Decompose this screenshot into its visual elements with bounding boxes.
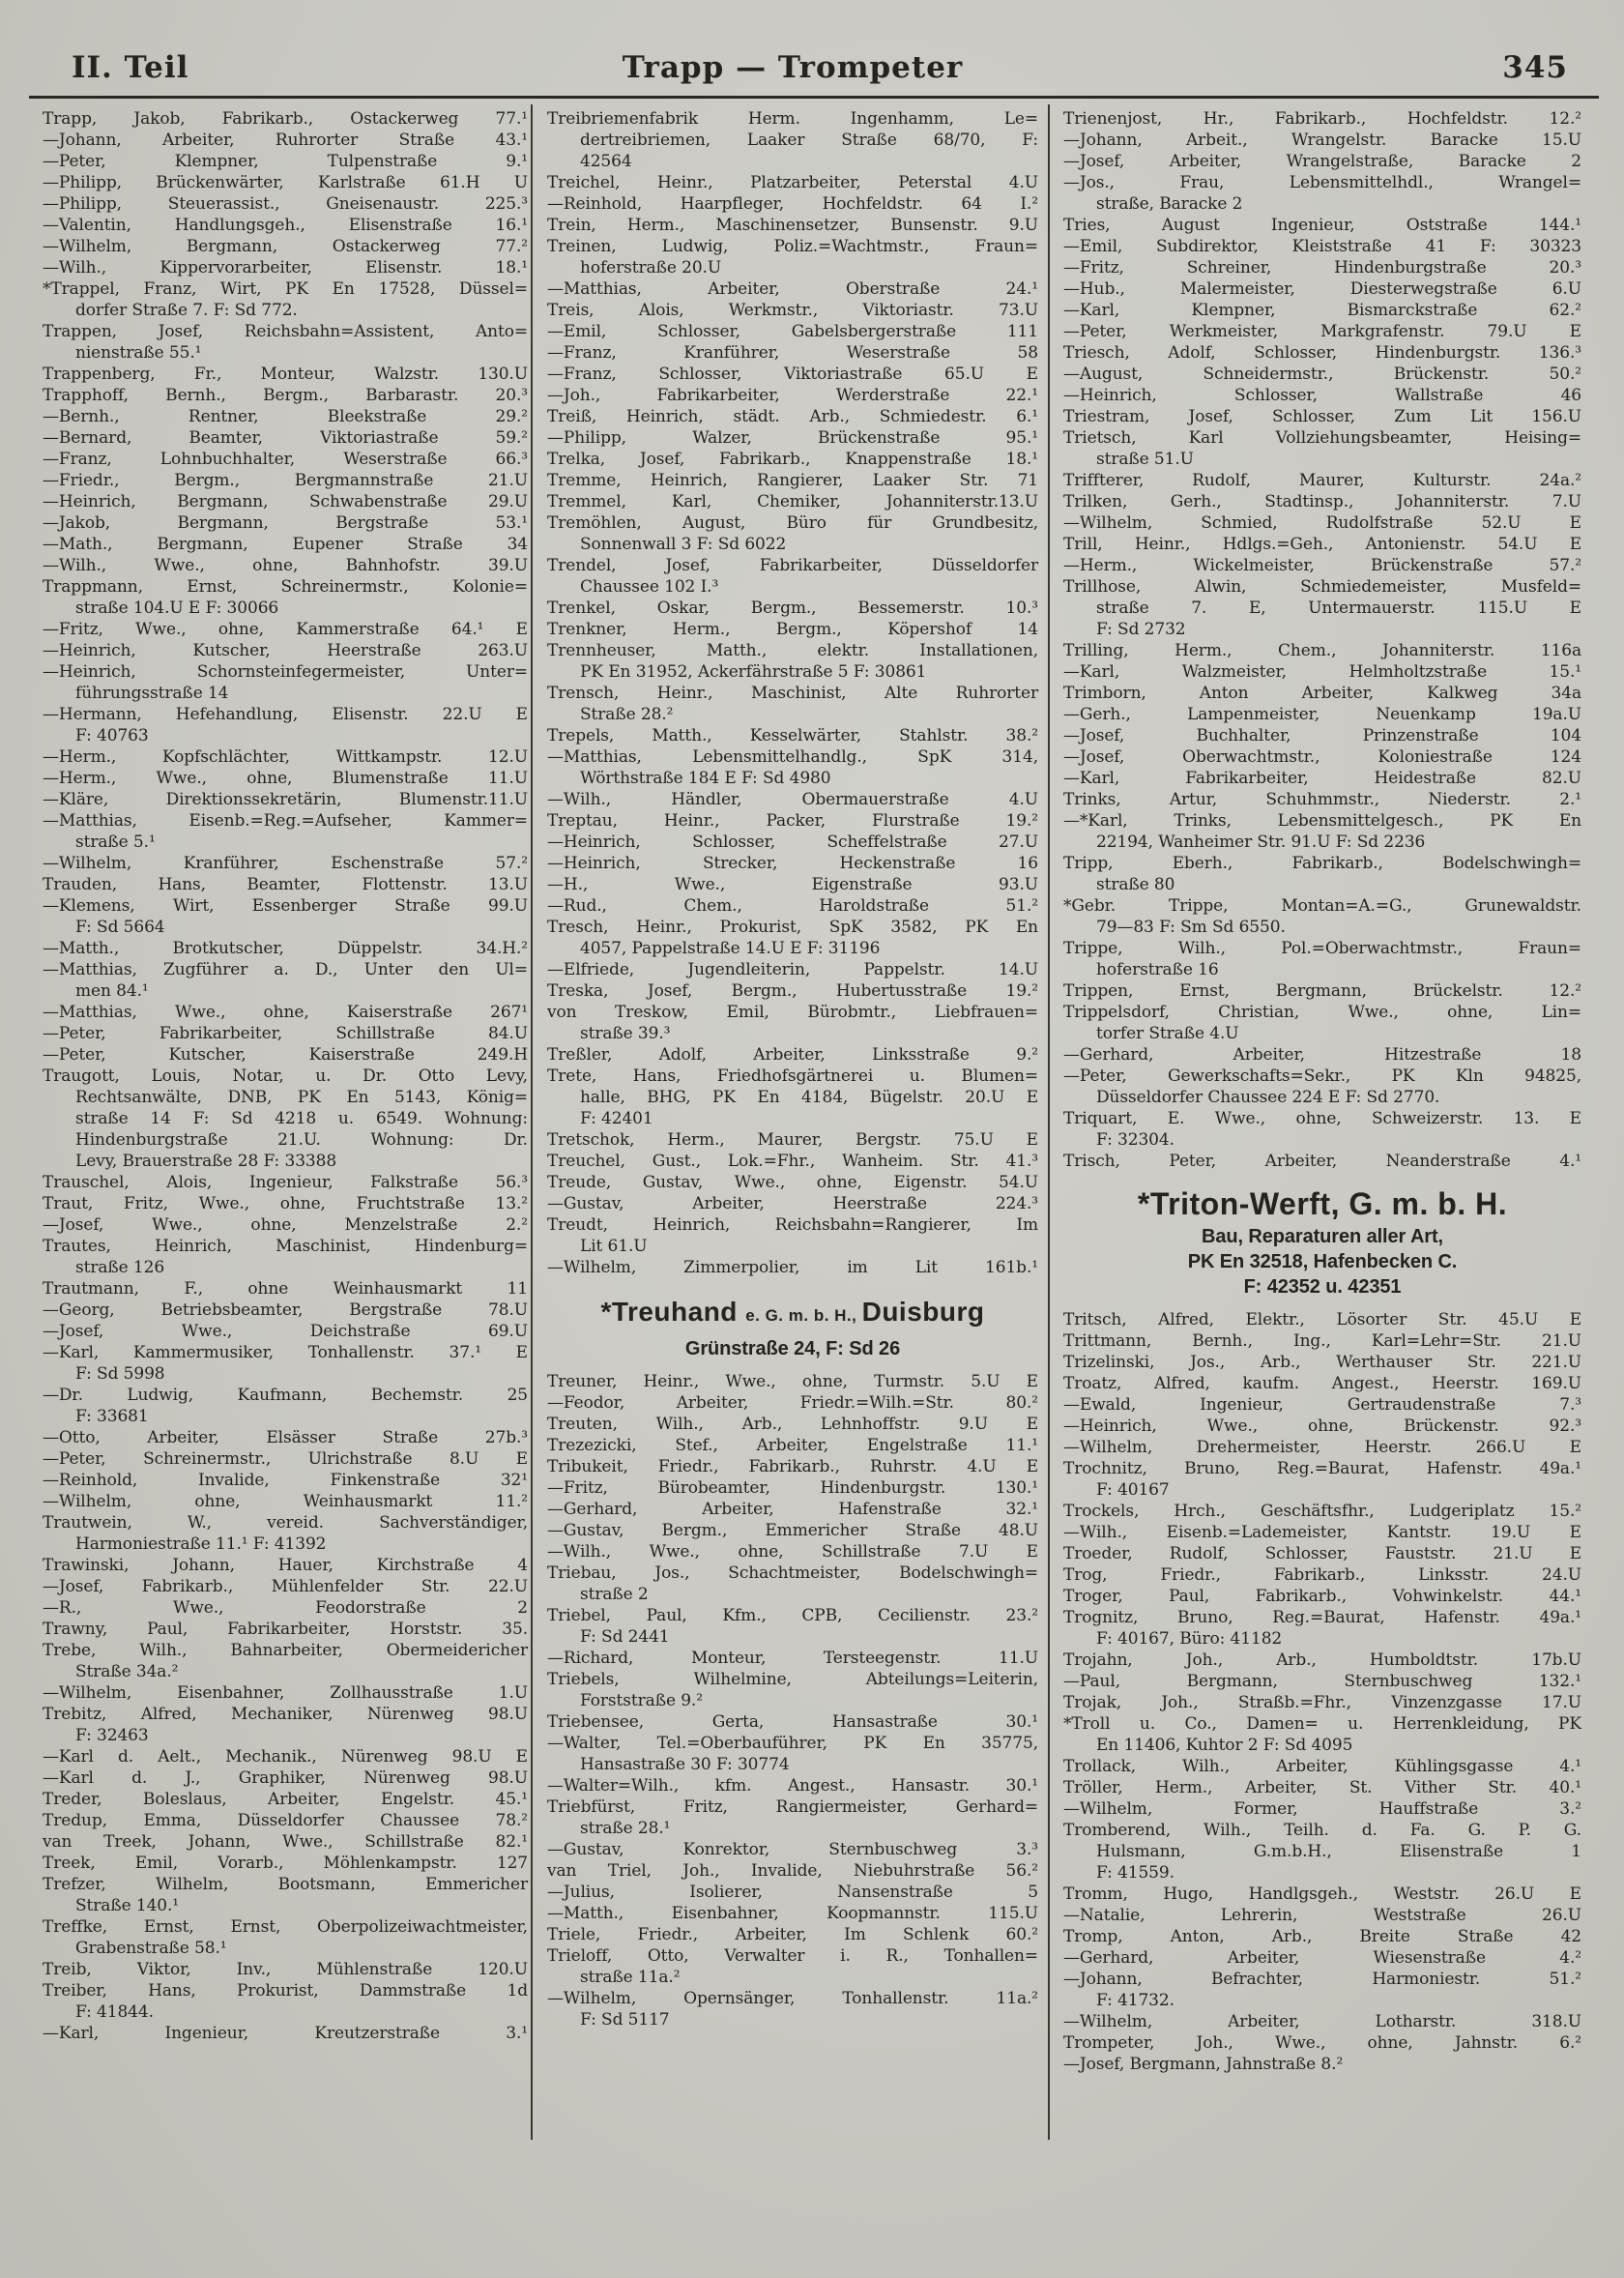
directory-entry-line: *Gebr. Trippe, Montan=A.=G., Grunewaldstr. bbox=[1063, 896, 1581, 916]
directory-entry-line: Trautwein, W., vereid. Sachverständiger, bbox=[43, 1513, 528, 1533]
directory-entry-line: Troatz, Alfred, kaufm. Angest., Heerstr. 169.U bbox=[1063, 1374, 1581, 1393]
directory-entry-line: Trog, Friedr., Fabrikarb., Linksstr. 24.U bbox=[1063, 1565, 1581, 1585]
directory-entry-line: straße 104.U E F: 30066 bbox=[75, 599, 279, 618]
directory-entry-line: —Paul, Bergmann, Sternbuschweg 132.¹ bbox=[1063, 1672, 1581, 1691]
directory-column-2 bbox=[547, 108, 1038, 2030]
directory-entry-line: Trauden, Hans, Beamter, Flottenstr. 13.U bbox=[43, 875, 528, 894]
page-section-title: II. Teil bbox=[72, 50, 189, 85]
directory-entry-line: —Natalie, Lehrerin, Weststraße 26.U bbox=[1063, 1906, 1581, 1925]
directory-entry-line: straße 2 bbox=[580, 1585, 649, 1604]
directory-entry-line: —Peter, Klempner, Tulpenstraße 9.¹ bbox=[43, 152, 528, 171]
directory-entry-line: —Peter, Schreinermstr., Ulrichstraße 8.U E bbox=[43, 1449, 528, 1469]
directory-entry-line: Trittmann, Bernh., Ing., Karl=Lehr=Str. 21.U bbox=[1063, 1331, 1581, 1351]
directory-entry-line: —Wilh., Händler, Obermauerstraße 4.U bbox=[547, 790, 1038, 809]
header-rule bbox=[29, 96, 1599, 99]
directory-entry-line: Treib, Viktor, Inv., Mühlenstraße 120.U bbox=[43, 1960, 528, 1979]
directory-entry-line: —Gerh., Lampenmeister, Neuenkamp 19a.U bbox=[1063, 705, 1581, 724]
directory-entry-line: —Heinrich, Schlosser, Scheffelstraße 27.U bbox=[547, 832, 1038, 852]
page-number: 345 bbox=[1502, 50, 1568, 85]
directory-entry-line: —Heinrich, Schornsteinfegermeister, Unter= bbox=[43, 662, 528, 682]
directory-entry-line: F: 32304. bbox=[1096, 1130, 1174, 1150]
directory-entry-line: —Matthias, Arbeiter, Oberstraße 24.¹ bbox=[547, 279, 1038, 299]
directory-entry-line: F: 32463 bbox=[75, 1726, 149, 1745]
directory-entry-line: —Elfriede, Jugendleiterin, Pappelstr. 14.U bbox=[547, 960, 1038, 979]
directory-entry-line: —Peter, Fabrikarbeiter, Schillstraße 84.U bbox=[43, 1024, 528, 1043]
directory-entry-line: Traugott, Louis, Notar, u. Dr. Otto Levy, bbox=[43, 1066, 528, 1086]
directory-entry-line: F: 41559. bbox=[1096, 1863, 1174, 1883]
directory-entry-line: F: Sd 2441 bbox=[580, 1627, 670, 1647]
directory-entry-line: Triebensee, Gerta, Hansastraße 30.¹ bbox=[547, 1712, 1038, 1732]
directory-entry-line: straße 39.³ bbox=[580, 1024, 671, 1043]
directory-entry-line: Triquart, E. Wwe., ohne, Schweizerstr. 13. E bbox=[1063, 1109, 1581, 1128]
directory-entry-line: —Fritz, Wwe., ohne, Kammerstraße 64.¹ E bbox=[43, 620, 528, 639]
directory-entry-line: —Wilh., Wwe., ohne, Schillstraße 7.U E bbox=[547, 1542, 1038, 1562]
directory-entry-line: —Valentin, Handlungsgeh., Elisenstraße 16.¹ bbox=[43, 216, 528, 235]
directory-entry-line: —Herm., Wwe., ohne, Blumenstraße 11.U bbox=[43, 769, 528, 788]
directory-entry-line: —Karl, Klempner, Bismarckstraße 62.² bbox=[1063, 301, 1581, 320]
directory-entry-line: F: 41844. bbox=[75, 2002, 154, 2022]
directory-entry-line: Trappmann, Ernst, Schreinermstr., Kolonie= bbox=[43, 577, 528, 597]
directory-entry-line: Trizelinski, Jos., Arb., Werthauser Str. 221.U bbox=[1063, 1353, 1581, 1372]
directory-entry-line: —Georg, Betriebsbeamter, Bergstraße 78.U bbox=[43, 1300, 528, 1320]
directory-entry-line: —Gerhard, Arbeiter, Wiesenstraße 4.² bbox=[1063, 1948, 1581, 1968]
directory-entry-line: —Johann, Befrachter, Harmoniestr. 51.² bbox=[1063, 1970, 1581, 1989]
directory-entry-line: Trefzer, Wilhelm, Bootsmann, Emmericher bbox=[43, 1875, 528, 1894]
directory-entry-line: Grabenstraße 58.¹ bbox=[75, 1939, 227, 1958]
directory-entry-line: Troeder, Rudolf, Schlosser, Fauststr. 21.U E bbox=[1063, 1544, 1581, 1563]
directory-entry-line: —Heinrich, Strecker, Heckenstraße 16 bbox=[547, 854, 1038, 873]
directory-entry-line: —Josef, Wwe., ohne, Menzelstraße 2.² bbox=[43, 1215, 528, 1235]
directory-entry-line: Hansastraße 30 F: 30774 bbox=[580, 1755, 790, 1774]
directory-entry-line: —Philipp, Steuerassist., Gneisenaustr. 225.³ bbox=[43, 194, 528, 214]
directory-entry-line: —Wilhelm, Former, Hauffstraße 3.² bbox=[1063, 1799, 1581, 1819]
directory-entry-line: Triestram, Josef, Schlosser, Zum Lit 156.U bbox=[1063, 407, 1581, 426]
directory-entry-line: —Kläre, Direktionssekretärin, Blumenstr.11.U bbox=[43, 790, 528, 809]
directory-entry-line: Tromberend, Wilh., Teilh. d. Fa. G. P. G. bbox=[1063, 1821, 1581, 1840]
directory-column-1 bbox=[43, 108, 528, 2044]
directory-entry-line: Treude, Gustav, Wwe., ohne, Eigenstr. 54.U bbox=[547, 1173, 1038, 1192]
directory-entry-line: Levy, Brauerstraße 28 F: 33388 bbox=[75, 1152, 337, 1171]
directory-entry-line: Rechtsanwälte, DNB, PK En 5143, König= bbox=[75, 1088, 528, 1107]
directory-entry-line: Forststraße 9.² bbox=[580, 1691, 703, 1710]
directory-entry-line: Tries, August Ingenieur, Oststraße 144.¹ bbox=[1063, 216, 1581, 235]
column-divider-2 bbox=[1048, 104, 1050, 2140]
directory-entry-line: Triesch, Adolf, Schlosser, Hindenburgstr. 136.³ bbox=[1063, 343, 1581, 363]
column-divider-1 bbox=[531, 104, 533, 2140]
directory-entry-line: —Rud., Chem., Haroldstraße 51.² bbox=[547, 896, 1038, 916]
directory-entry-line: F: 40167, Büro: 41182 bbox=[1096, 1629, 1283, 1649]
directory-entry-line: —Heinrich, Wwe., ohne, Brückenstr. 92.³ bbox=[1063, 1416, 1581, 1436]
directory-entry-line: Hindenburgstraße 21.U. Wohnung: Dr. bbox=[75, 1130, 528, 1150]
directory-entry-line: Trappen, Josef, Reichsbahn=Assistent, Anto= bbox=[43, 322, 528, 341]
directory-entry-line: Trezezicki, Stef., Arbeiter, Engelstraße 11.¹ bbox=[547, 1436, 1038, 1455]
directory-entry-line: —Philipp, Walzer, Brückenstraße 95.¹ bbox=[547, 428, 1038, 448]
directory-entry-line: Troger, Paul, Fabrikarb., Vohwinkelstr. 44.¹ bbox=[1063, 1587, 1581, 1606]
directory-entry-line: —Richard, Monteur, Tersteegenstr. 11.U bbox=[547, 1649, 1038, 1668]
directory-entry-line: —Gerhard, Arbeiter, Hafenstraße 32.¹ bbox=[547, 1500, 1038, 1519]
directory-entry-line: Trawinski, Johann, Hauer, Kirchstraße 4 bbox=[43, 1556, 528, 1575]
directory-entry-line: —Gerhard, Arbeiter, Hitzestraße 18 bbox=[1063, 1045, 1581, 1065]
directory-entry-line: F: 33681 bbox=[75, 1407, 149, 1426]
directory-entry-line: Tremmel, Karl, Chemiker, Johanniterstr.13.U bbox=[547, 492, 1038, 511]
directory-entry-line: —Fritz, Bürobeamter, Hindenburgstr. 130.¹ bbox=[547, 1478, 1038, 1498]
directory-entry-line: Tritsch, Alfred, Elektr., Lösorter Str. 45.U E bbox=[1063, 1310, 1581, 1329]
directory-entry-line: —Gustav, Konrektor, Sternbuschweg 3.³ bbox=[547, 1840, 1038, 1859]
directory-entry-line: F: 41732. bbox=[1096, 1991, 1174, 2010]
directory-entry-line: —Johann, Arbeiter, Ruhrorter Straße 43.¹ bbox=[43, 131, 528, 150]
directory-entry-line: —Matthias, Lebensmittelhandlg., SpK 314, bbox=[547, 747, 1038, 767]
directory-entry-line: Straße 34a.² bbox=[75, 1662, 179, 1681]
directory-entry-line: Trippe, Wilh., Pol.=Oberwachtmstr., Fraun= bbox=[1063, 939, 1581, 958]
directory-entry-line: Trollack, Wilh., Arbeiter, Kühlingsgasse 4.¹ bbox=[1063, 1757, 1581, 1776]
directory-entry-line: —Herm., Wickelmeister, Brückenstraße 57.² bbox=[1063, 556, 1581, 575]
directory-entry-line: —Bernard, Beamter, Viktoriastraße 59.² bbox=[43, 428, 528, 448]
directory-entry-line: Trepels, Matth., Kesselwärter, Stahlstr. 38.² bbox=[547, 726, 1038, 745]
directory-entry-line: —Reinhold, Haarpfleger, Hochfeldstr. 64 I.² bbox=[547, 194, 1038, 214]
directory-entry-line: —Gustav, Arbeiter, Heerstraße 224.³ bbox=[547, 1194, 1038, 1213]
directory-entry-line: —Heinrich, Kutscher, Heerstraße 263.U bbox=[43, 641, 528, 660]
directory-entry-line: Tromp, Anton, Arb., Breite Straße 42 bbox=[1063, 1927, 1581, 1946]
directory-entry-line: Trinks, Artur, Schuhmmstr., Niederstr. 2.¹ bbox=[1063, 790, 1581, 809]
directory-entry-line: straße 51.U bbox=[1096, 450, 1194, 469]
directory-entry-line: torfer Straße 4.U bbox=[1096, 1024, 1239, 1043]
directory-entry-line: F: Sd 2732 bbox=[1096, 620, 1186, 639]
directory-entry-line: Trawny, Paul, Fabrikarbeiter, Horststr. 35. bbox=[43, 1620, 528, 1639]
directory-entry-line: —Walter, Tel.=Oberbauführer, PK En 35775, bbox=[547, 1734, 1038, 1753]
directory-entry-line: —R., Wwe., Feodorstraße 2 bbox=[43, 1598, 528, 1618]
directory-entry-line: —Heinrich, Schlosser, Wallstraße 46 bbox=[1063, 386, 1581, 405]
directory-entry-line: PK En 31952, Ackerfährstraße 5 F: 30861 bbox=[580, 662, 927, 682]
directory-entry-line: Triebels, Wilhelmine, Abteilungs=Leiterin, bbox=[547, 1670, 1038, 1689]
directory-entry-line: Trippelsdorf, Christian, Wwe., ohne, Lin= bbox=[1063, 1003, 1581, 1022]
directory-entry-line: —Peter, Gewerkschafts=Sekr., PK Kln 94825, bbox=[1063, 1066, 1581, 1086]
directory-entry-line: Straße 140.¹ bbox=[75, 1896, 180, 1915]
directory-entry-line: —Friedr., Bergm., Bergmannstraße 21.U bbox=[43, 471, 528, 490]
directory-entry-line: straße 80 bbox=[1096, 875, 1175, 894]
directory-entry-line: —Jos., Frau, Lebensmittelhdl., Wrangel= bbox=[1063, 173, 1581, 192]
directory-entry-line: —Karl, Kammermusiker, Tonhallenstr. 37.¹ E bbox=[43, 1343, 528, 1362]
directory-entry-line: —Wilhelm, Bergmann, Ostackerweg 77.² bbox=[43, 237, 528, 256]
directory-entry-line: —Wilhelm, ohne, Weinhausmarkt 11.² bbox=[43, 1492, 528, 1511]
directory-entry-line: 4057, Pappelstraße 14.U E F: 31196 bbox=[580, 939, 881, 958]
directory-entry-line: Treudt, Heinrich, Reichsbahn=Rangierer, Im bbox=[547, 1215, 1038, 1235]
directory-entry-line: Trenkner, Herm., Bergm., Köpershof 14 bbox=[547, 620, 1038, 639]
directory-entry-line: En 11406, Kuhtor 2 F: Sd 4095 bbox=[1096, 1736, 1353, 1755]
directory-entry-line: —Bernh., Rentner, Bleekstraße 29.² bbox=[43, 407, 528, 426]
directory-entry-line: Trognitz, Bruno, Reg.=Baurat, Hafenstr. 49a.¹ bbox=[1063, 1608, 1581, 1627]
directory-entry-line: straße 7. E, Untermauerstr. 115.U E bbox=[1096, 599, 1581, 618]
directory-entry-line: —Hub., Malermeister, Diesterwegstraße 6.U bbox=[1063, 279, 1581, 299]
directory-entry-line: 79—83 F: Sm Sd 6550. bbox=[1096, 918, 1286, 937]
directory-entry-line: —August, Schneidermstr., Brückenstr. 50.² bbox=[1063, 365, 1581, 384]
advert-display-line: *Triton-Werft, G. m. b. H. bbox=[1137, 1186, 1508, 1221]
directory-entry-line: —Karl d. Aelt., Mechanik., Nürenweg 98.U E bbox=[43, 1747, 528, 1767]
directory-entry-line: Trietsch, Karl Vollziehungsbeamter, Heising= bbox=[1063, 428, 1581, 448]
advert-display-line: Bau, Reparaturen aller Art, bbox=[1202, 1226, 1443, 1247]
directory-entry-line: van Treek, Johann, Wwe., Schillstraße 82.¹ bbox=[43, 1832, 528, 1852]
directory-entry-line: —Wilhelm, Drehermeister, Heerstr. 266.U E bbox=[1063, 1438, 1581, 1457]
directory-entry-line: —Josef, Bergmann, Jahnstraße 8.² bbox=[1063, 2055, 1344, 2074]
directory-entry-line: nienstraße 55.¹ bbox=[75, 343, 202, 363]
directory-entry-line: —Matth., Eisenbahner, Koopmannstr. 115.U bbox=[547, 1904, 1038, 1923]
directory-entry-line: Treinen, Ludwig, Poliz.=Wachtmstr., Fraun= bbox=[547, 237, 1038, 256]
directory-entry-line: Tremme, Heinrich, Rangierer, Laaker Str. 71 bbox=[547, 471, 1038, 490]
directory-entry-line: F: Sd 5117 bbox=[580, 2010, 670, 2030]
directory-entry-line: straße 126 bbox=[75, 1258, 165, 1277]
directory-entry-line: —Klemens, Wirt, Essenberger Straße 99.U bbox=[43, 896, 528, 916]
directory-entry-line: Trockels, Hrch., Geschäftsfhr., Ludgeriplatz 15.² bbox=[1063, 1502, 1581, 1521]
directory-entry-line: Traut, Fritz, Wwe., ohne, Fruchtstraße 13.² bbox=[43, 1194, 528, 1213]
directory-entry-line: —Fritz, Schreiner, Hindenburgstraße 20.³ bbox=[1063, 258, 1581, 277]
directory-entry-line: —Wilhelm, Opernsänger, Tonhallenstr. 11a.² bbox=[547, 1989, 1038, 2008]
directory-entry-line: —Josef, Fabrikarb., Mühlenfelder Str. 22.U bbox=[43, 1577, 528, 1596]
directory-entry-line: —Feodor, Arbeiter, Friedr.=Wilh.=Str. 80.² bbox=[547, 1393, 1038, 1413]
directory-entry-line: Trompeter, Joh., Wwe., ohne, Jahnstr. 6.² bbox=[1063, 2033, 1581, 2053]
directory-entry-line: Tromm, Hugo, Handlgsgeh., Weststr. 26.U E bbox=[1063, 1884, 1581, 1904]
directory-entry-line: —Wilh., Kippervorarbeiter, Elisenstr. 18.¹ bbox=[43, 258, 528, 277]
directory-entry-line: Trippen, Ernst, Bergmann, Brückelstr. 12.² bbox=[1063, 981, 1581, 1001]
directory-entry-line: Triebfürst, Fritz, Rangiermeister, Gerhard= bbox=[547, 1797, 1038, 1817]
directory-entry-line: halle, BHG, PK En 4184, Bügelstr. 20.U E bbox=[580, 1088, 1038, 1107]
directory-entry-line: Trebe, Wilh., Bahnarbeiter, Obermeidericher bbox=[43, 1641, 528, 1660]
directory-entry-line: Tripp, Eberh., Fabrikarb., Bodelschwingh= bbox=[1063, 854, 1581, 873]
directory-entry-line: —Johann, Arbeit., Wrangelstr. Baracke 15.U bbox=[1063, 131, 1581, 150]
directory-entry-line: Trennheuser, Matth., elektr. Installationen, bbox=[547, 641, 1038, 660]
directory-entry-line: —Wilhelm, Arbeiter, Lotharstr. 318.U bbox=[1063, 2012, 1581, 2031]
directory-entry-line: dorfer Straße 7. F: Sd 772. bbox=[75, 301, 298, 320]
directory-entry-line: —Matthias, Eisenb.=Reg.=Aufseher, Kammer= bbox=[43, 811, 528, 831]
directory-entry-line: F: Sd 5998 bbox=[75, 1364, 165, 1384]
directory-entry-line: Treuner, Heinr., Wwe., ohne, Turmstr. 5.U E bbox=[547, 1372, 1038, 1391]
directory-entry-line: —Franz, Lohnbuchhalter, Weserstraße 66.³ bbox=[43, 450, 528, 469]
directory-entry-line: straße, Baracke 2 bbox=[1096, 194, 1243, 214]
directory-entry-line: Lit 61.U bbox=[580, 1237, 648, 1256]
directory-entry-line: Treiber, Hans, Prokurist, Dammstraße 1d bbox=[43, 1981, 528, 2001]
directory-entry-line: —Josef, Buchhalter, Prinzenstraße 104 bbox=[1063, 726, 1581, 745]
directory-entry-line: Trisch, Peter, Arbeiter, Neanderstraße 4.¹ bbox=[1063, 1152, 1581, 1171]
directory-entry-line: —Herm., Kopfschlächter, Wittkampstr. 12.U bbox=[43, 747, 528, 767]
advert-display-line: Grünstraße 24, F: Sd 26 bbox=[684, 1338, 901, 1359]
directory-entry-line: Trapphoff, Bernh., Bergm., Barbarastr. 20.³ bbox=[43, 386, 528, 405]
directory-entry-line: —Wilh., Eisenb.=Lademeister, Kantstr. 19.U E bbox=[1063, 1523, 1581, 1542]
directory-entry-line: Trochnitz, Bruno, Reg.=Baurat, Hafenstr. 49a.¹ bbox=[1063, 1459, 1581, 1478]
directory-entry-line: von Treskow, Emil, Bürobmtr., Liebfrauen= bbox=[547, 1003, 1038, 1022]
directory-entry-line: —Josef, Oberwachtmstr., Koloniestraße 124 bbox=[1063, 747, 1581, 767]
directory-entry-line: —Wilh., Wwe., ohne, Bahnhofstr. 39.U bbox=[43, 556, 528, 575]
directory-entry-line: —Franz, Schlosser, Viktoriastraße 65.U E bbox=[547, 365, 1038, 384]
directory-entry-line: führungsstraße 14 bbox=[75, 684, 229, 703]
directory-entry-line: 42564 bbox=[580, 152, 632, 171]
directory-entry-line: —Ewald, Ingenieur, Gertraudenstraße 7.³ bbox=[1063, 1395, 1581, 1415]
directory-entry-line: —Wilhelm, Kranführer, Eschenstraße 57.² bbox=[43, 854, 528, 873]
directory-entry-line: Trimborn, Anton Arbeiter, Kalkweg 34a bbox=[1063, 684, 1581, 703]
directory-entry-line: Trensch, Heinr., Maschinist, Alte Ruhrorter bbox=[547, 684, 1038, 703]
directory-entry-line: men 84.¹ bbox=[75, 981, 149, 1001]
directory-entry-line: dertreibriemen, Laaker Straße 68/70, F: bbox=[580, 131, 1038, 150]
directory-entry-line: hoferstraße 16 bbox=[1096, 960, 1219, 979]
directory-entry-line: —Matthias, Wwe., ohne, Kaiserstraße 267¹ bbox=[43, 1003, 528, 1022]
directory-entry-line: —Otto, Arbeiter, Elsässer Straße 27b.³ bbox=[43, 1428, 528, 1447]
advert-display-line bbox=[547, 1290, 1038, 1336]
directory-entry-line: —Matthias, Zugführer a. D., Unter den Ul= bbox=[43, 960, 528, 979]
directory-entry-line: Treffke, Ernst, Ernst, Oberpolizeiwachtmeister, bbox=[43, 1917, 528, 1937]
directory-entry-line: —Franz, Kranführer, Weserstraße 58 bbox=[547, 343, 1038, 363]
directory-entry-line: Treek, Emil, Vorarb., Möhlenkampstr. 127 bbox=[43, 1854, 528, 1873]
directory-entry-line: Tresch, Heinr., Prokurist, SpK 3582, PK En bbox=[547, 918, 1038, 937]
directory-entry-line: straße 14 F: Sd 4218 u. 6549. Wohnung: bbox=[75, 1109, 528, 1128]
directory-entry-line: —Joh., Fabrikarbeiter, Werderstraße 22.¹ bbox=[547, 386, 1038, 405]
directory-entry-line: —Emil, Schlosser, Gabelsbergerstraße 111 bbox=[547, 322, 1038, 341]
directory-entry-line: Trein, Herm., Maschinensetzer, Bunsenstr. 9.U bbox=[547, 216, 1038, 235]
directory-entry-line: Trelka, Josef, Fabrikarb., Knappenstraße 18.¹ bbox=[547, 450, 1038, 469]
advert-display-line: F: 42352 u. 42351 bbox=[1243, 1276, 1402, 1298]
directory-entry-line: Düsseldorfer Chaussee 224 E F: Sd 2770. bbox=[1096, 1088, 1440, 1107]
advert-text-segment: Duisburg bbox=[861, 1297, 985, 1327]
directory-entry-line: Tredup, Emma, Düsseldorfer Chaussee 78.² bbox=[43, 1811, 528, 1830]
directory-column-3 bbox=[1063, 108, 1581, 2075]
page-entry-range: Trapp — Trompeter bbox=[622, 50, 964, 85]
directory-entry-line: Triele, Friedr., Arbeiter, Im Schlenk 60.² bbox=[547, 1925, 1038, 1944]
directory-entry-line: Trenkel, Oskar, Bergm., Bessemerstr. 10.³ bbox=[547, 599, 1038, 618]
directory-entry-line: —Karl, Walzmeister, Helmholtzstraße 15.¹ bbox=[1063, 662, 1581, 682]
directory-entry-line: Trojahn, Joh., Arb., Humboldtstr. 17b.U bbox=[1063, 1650, 1581, 1670]
directory-entry-line: Trieloff, Otto, Verwalter i. R., Tonhallen= bbox=[547, 1946, 1038, 1966]
directory-entry-line: —Karl, Fabrikarbeiter, Heidestraße 82.U bbox=[1063, 769, 1581, 788]
advert-display-line: PK En 32518, Hafenbecken C. bbox=[1187, 1251, 1458, 1272]
directory-entry-line: —Gustav, Bergm., Emmericher Straße 48.U bbox=[547, 1521, 1038, 1540]
directory-entry-line: —H., Wwe., Eigenstraße 93.U bbox=[547, 875, 1038, 894]
directory-entry-line: —Matth., Brotkutscher, Düppelstr. 34.H.² bbox=[43, 939, 528, 958]
directory-entry-line: —Wilhelm, Zimmerpolier, im Lit 161b.¹ bbox=[547, 1258, 1038, 1277]
directory-entry-line: straße 28.¹ bbox=[580, 1819, 671, 1838]
directory-entry-line: Sonnenwall 3 F: Sd 6022 bbox=[580, 535, 787, 554]
directory-entry-line: —Reinhold, Invalide, Finkenstraße 32¹ bbox=[43, 1471, 528, 1490]
directory-entry-line: Trapp, Jakob, Fabrikarb., Ostackerweg 77.¹ bbox=[43, 109, 528, 129]
directory-entry-line: —Jakob, Bergmann, Bergstraße 53.¹ bbox=[43, 513, 528, 533]
directory-entry-line: Treska, Josef, Bergm., Hubertusstraße 19.² bbox=[547, 981, 1038, 1001]
directory-entry-line: Triebel, Paul, Kfm., CPB, Cecilienstr. 23.² bbox=[547, 1606, 1038, 1625]
directory-entry-line: —Josef, Arbeiter, Wrangelstraße, Baracke 2 bbox=[1063, 152, 1581, 171]
directory-entry-line: Trappenberg, Fr., Monteur, Walzstr. 130.U bbox=[43, 365, 528, 384]
directory-entry-line: Tribukeit, Friedr., Fabrikarb., Ruhrstr. 4.U E bbox=[547, 1457, 1038, 1476]
directory-entry-line: —Philipp, Brückenwärter, Karlstraße 61.H U bbox=[43, 173, 528, 192]
directory-entry-line: Trienenjost, Hr., Fabrikarb., Hochfeldstr. 12.² bbox=[1063, 109, 1581, 129]
directory-entry-line: Trill, Heinr., Hdlgs.=Geh., Antonienstr. 54.U E bbox=[1063, 535, 1581, 554]
directory-entry-line: Treptau, Heinr., Packer, Flurstraße 19.² bbox=[547, 811, 1038, 831]
directory-entry-line: Tröller, Herm., Arbeiter, St. Vither Str. 40.¹ bbox=[1063, 1778, 1581, 1797]
directory-entry-line: Trauschel, Alois, Ingenieur, Falkstraße 56.³ bbox=[43, 1173, 528, 1192]
directory-entry-line: 22194, Wanheimer Str. 91.U F: Sd 2236 bbox=[1096, 832, 1426, 852]
directory-entry-line: Treßler, Adolf, Arbeiter, Linksstraße 9.² bbox=[547, 1045, 1038, 1065]
directory-entry-line: Treuchel, Gust., Lok.=Fhr., Wanheim. Str. 41.³ bbox=[547, 1152, 1038, 1171]
directory-entry-line: Trautes, Heinrich, Maschinist, Hindenburg= bbox=[43, 1237, 528, 1256]
directory-entry-line: Treibriemenfabrik Herm. Ingenhamm, Le= bbox=[547, 109, 1038, 129]
directory-entry-line: —Josef, Wwe., Deichstraße 69.U bbox=[43, 1322, 528, 1341]
directory-entry-line: Treis, Alois, Werkmstr., Viktoriastr. 73.U bbox=[547, 301, 1038, 320]
directory-entry-line: —Emil, Subdirektor, Kleiststraße 41 F: 30323 bbox=[1063, 237, 1581, 256]
directory-entry-line: Treiß, Heinrich, städt. Arb., Schmiedestr. 6.¹ bbox=[547, 407, 1038, 426]
directory-entry-line: Treichel, Heinr., Platzarbeiter, Peterstal 4.U bbox=[547, 173, 1038, 192]
directory-entry-line: —Walter=Wilh., kfm. Angest., Hansastr. 30.¹ bbox=[547, 1776, 1038, 1796]
directory-entry-line: —Peter, Werkmeister, Markgrafenstr. 79.U E bbox=[1063, 322, 1581, 341]
directory-entry-line: Straße 28.² bbox=[580, 705, 674, 724]
directory-entry-line: Harmoniestraße 11.¹ F: 41392 bbox=[75, 1534, 327, 1554]
directory-entry-line: F: Sd 5664 bbox=[75, 918, 165, 937]
directory-entry-line: Chaussee 102 I.³ bbox=[580, 577, 719, 597]
directory-entry-line: F: 42401 bbox=[580, 1109, 653, 1128]
directory-entry-line: —Karl d. J., Graphiker, Nürenweg 98.U bbox=[43, 1768, 528, 1788]
directory-entry-line: —Heinrich, Bergmann, Schwabenstraße 29.U bbox=[43, 492, 528, 511]
directory-entry-line: Trautmann, F., ohne Weinhausmarkt 11 bbox=[43, 1279, 528, 1299]
directory-entry-line: —Wilhelm, Schmied, Rudolfstraße 52.U E bbox=[1063, 513, 1581, 533]
directory-entry-line: Trebitz, Alfred, Mechaniker, Nürenweg 98.U bbox=[43, 1705, 528, 1724]
directory-entry-line: F: 40167 bbox=[1096, 1480, 1170, 1500]
directory-entry-line: —Math., Bergmann, Eupener Straße 34 bbox=[43, 535, 528, 554]
directory-entry-line: hoferstraße 20.U bbox=[580, 258, 722, 277]
directory-entry-line: straße 5.¹ bbox=[75, 832, 156, 852]
directory-entry-line: F: 40763 bbox=[75, 726, 149, 745]
directory-entry-line: Trendel, Josef, Fabrikarbeiter, Düsseldorfer bbox=[547, 556, 1038, 575]
directory-entry-line: Triebau, Jos., Schachtmeister, Bodelschwingh= bbox=[547, 1563, 1038, 1583]
directory-entry-line: Trete, Hans, Friedhofsgärtnerei u. Blumen= bbox=[547, 1066, 1038, 1086]
directory-entry-line: —Wilhelm, Eisenbahner, Zollhausstraße 1.U bbox=[43, 1683, 528, 1703]
directory-entry-line: *Troll u. Co., Damen= u. Herrenkleidung, PK bbox=[1063, 1714, 1581, 1734]
directory-entry-line: Triffterer, Rudolf, Maurer, Kulturstr. 24a.² bbox=[1063, 471, 1581, 490]
directory-entry-line: *Trappel, Franz, Wirt, PK En 17528, Düssel= bbox=[43, 279, 528, 299]
directory-entry-line: Treuten, Wilh., Arb., Lehnhoffstr. 9.U E bbox=[547, 1415, 1038, 1434]
directory-entry-line: —Karl, Ingenieur, Kreutzerstraße 3.¹ bbox=[43, 2024, 528, 2043]
advert-text-segment: *Treuhand bbox=[600, 1297, 746, 1327]
directory-entry-line: straße 11a.² bbox=[580, 1968, 681, 1987]
directory-entry-line: Trillhose, Alwin, Schmiedemeister, Musfeld= bbox=[1063, 577, 1581, 597]
directory-entry-line: van Triel, Joh., Invalide, Niebuhrstraße 56.² bbox=[547, 1861, 1038, 1881]
directory-entry-line: Wörthstraße 184 E F: Sd 4980 bbox=[580, 769, 831, 788]
directory-entry-line: —Hermann, Hefehandlung, Elisenstr. 22.U E bbox=[43, 705, 528, 724]
directory-entry-line: Trojak, Joh., Straßb.=Fhr., Vinzenzgasse 17.U bbox=[1063, 1693, 1581, 1712]
directory-entry-line: —Peter, Kutscher, Kaiserstraße 249.H bbox=[43, 1045, 528, 1065]
directory-entry-line: Trilling, Herm., Chem., Johanniterstr. 116a bbox=[1063, 641, 1581, 660]
directory-entry-line: —Dr. Ludwig, Kaufmann, Bechemstr. 25 bbox=[43, 1386, 528, 1405]
directory-entry-line: Trilken, Gerh., Stadtinsp., Johanniterstr. 7.U bbox=[1063, 492, 1581, 511]
directory-entry-line: —Julius, Isolierer, Nansenstraße 5 bbox=[547, 1883, 1038, 1902]
directory-entry-line: Tretschok, Herm., Maurer, Bergstr. 75.U E bbox=[547, 1130, 1038, 1150]
directory-entry-line: Tremöhlen, August, Büro für Grundbesitz, bbox=[547, 513, 1038, 533]
directory-entry-line: —*Karl, Trinks, Lebensmittelgesch., PK En bbox=[1063, 811, 1581, 831]
directory-entry-line: Hulsmann, G.m.b.H., Elisenstraße 1 bbox=[1096, 1842, 1581, 1861]
advert-text-segment: e. G. m. b. H., bbox=[745, 1306, 862, 1325]
directory-entry-line: Treder, Boleslaus, Arbeiter, Engelstr. 45.¹ bbox=[43, 1790, 528, 1809]
